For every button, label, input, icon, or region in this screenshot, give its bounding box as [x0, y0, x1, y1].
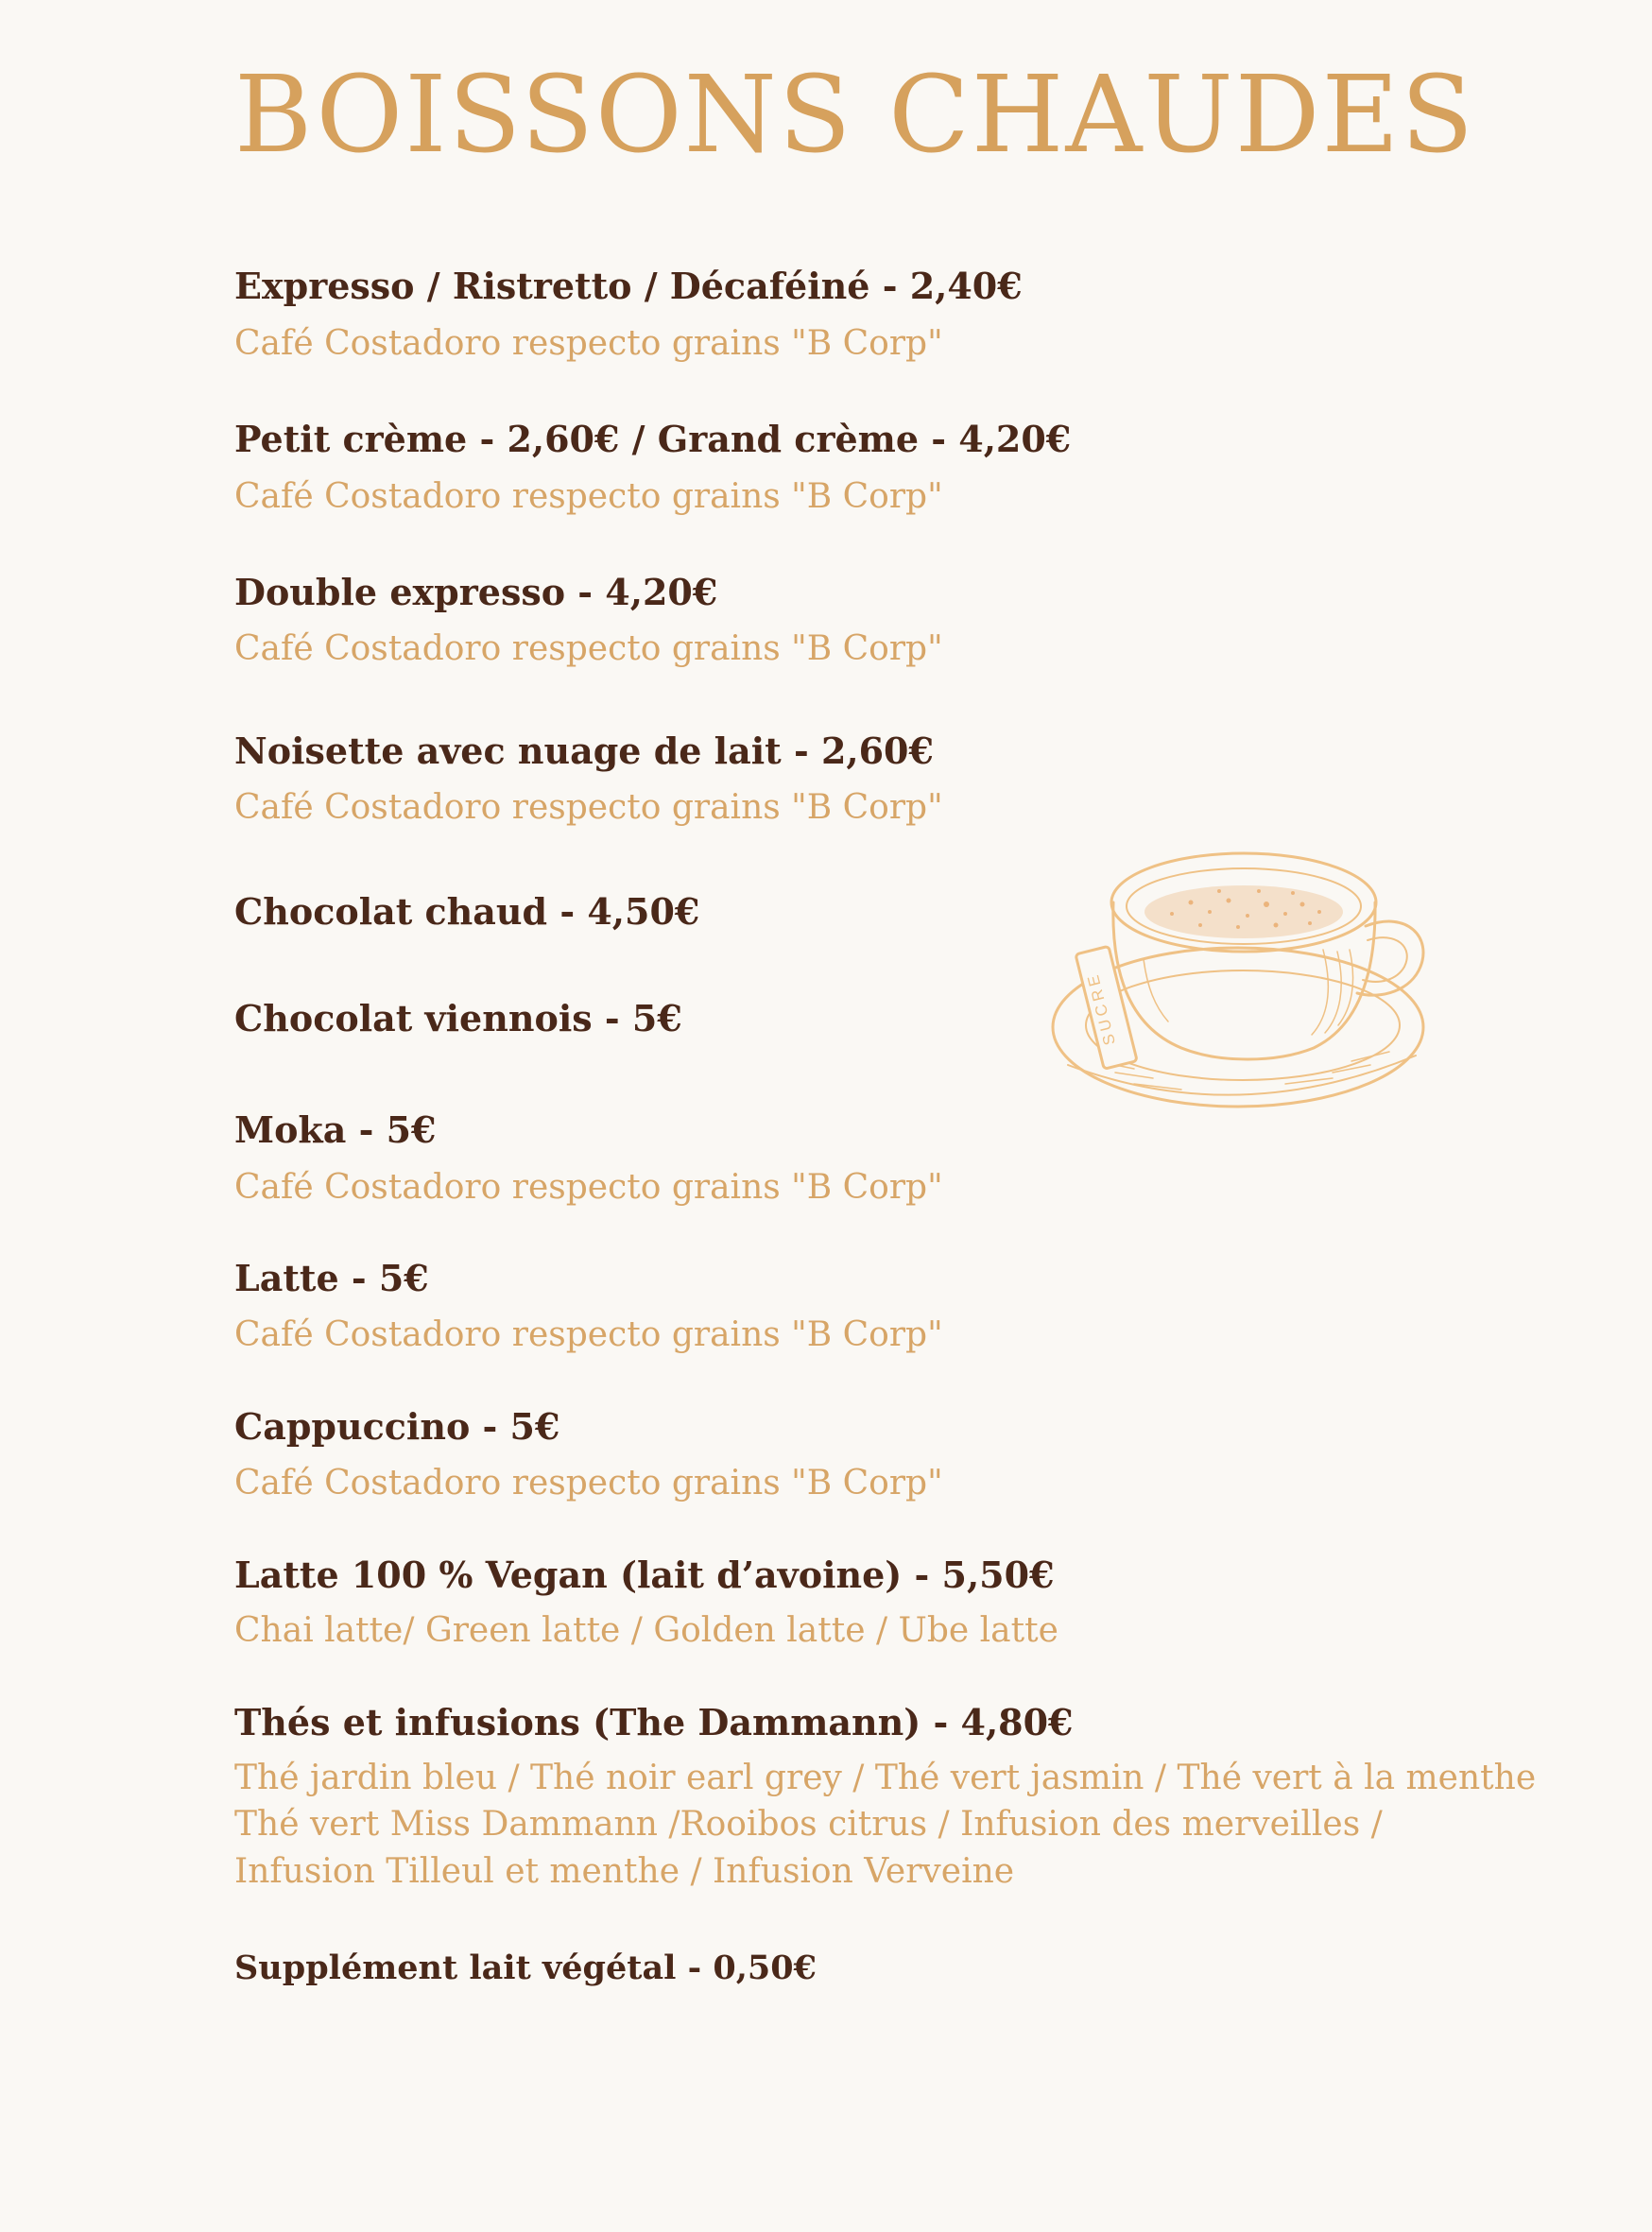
menu-item-description: Café Costadoro respecto grains "B Corp"	[234, 1464, 943, 1502]
menu-item-description: Café Costadoro respecto grains "B Corp"	[234, 324, 943, 363]
menu-item-description: Café Costadoro respecto grains "B Corp"	[234, 788, 943, 827]
menu-item-name: Petit crème - 2,60€ / Grand crème - 4,20€	[234, 418, 1072, 460]
menu-item-description: Café Costadoro respecto grains "B Corp"	[234, 1168, 943, 1207]
menu-item-name: Latte - 5€	[234, 1257, 429, 1299]
menu-item-description: Infusion Tilleul et menthe / Infusion Verveine	[234, 1852, 1015, 1891]
menu-item-name: Cappuccino - 5€	[234, 1405, 560, 1448]
menu-item-name: Expresso / Ristretto / Décaféiné - 2,40€	[234, 265, 1023, 307]
menu-item-name: Moka - 5€	[234, 1108, 437, 1151]
menu-item-name: Chocolat chaud - 4,50€	[234, 890, 700, 933]
menu-item-description: Thé jardin bleu / Thé noir earl grey / Thé vert jasmin / Thé vert à la menthe	[234, 1759, 1537, 1797]
coffee-cup-icon	[1049, 846, 1432, 1120]
menu-item-name: Double expresso - 4,20€	[234, 571, 718, 613]
menu-item-name: Thés et infusions (The Dammann) - 4,80€	[234, 1701, 1074, 1743]
menu-item-description: Thé vert Miss Dammann /Rooibos citrus / Infusion des merveilles /	[234, 1805, 1383, 1844]
sugar-packet-label: SUCRE	[1083, 970, 1119, 1048]
menu-item-name: Latte 100 % Vegan (lait d’avoine) - 5,50€	[234, 1554, 1055, 1596]
menu-item-name: Supplément lait végétal - 0,50€	[234, 1949, 817, 1987]
menu-item-description: Chai latte/ Green latte / Golden latte / Ube latte	[234, 1611, 1058, 1650]
menu-item-description: Café Costadoro respecto grains "B Corp"	[234, 1315, 943, 1354]
menu-item-name: Chocolat viennois - 5€	[234, 997, 682, 1039]
menu-item-name: Noisette avec nuage de lait - 2,60€	[234, 730, 934, 772]
menu-item-description: Café Costadoro respecto grains "B Corp"	[234, 477, 943, 516]
menu-item-description: Café Costadoro respecto grains "B Corp"	[234, 629, 943, 668]
menu-title: BOISSONS CHAUDES	[234, 54, 1475, 177]
